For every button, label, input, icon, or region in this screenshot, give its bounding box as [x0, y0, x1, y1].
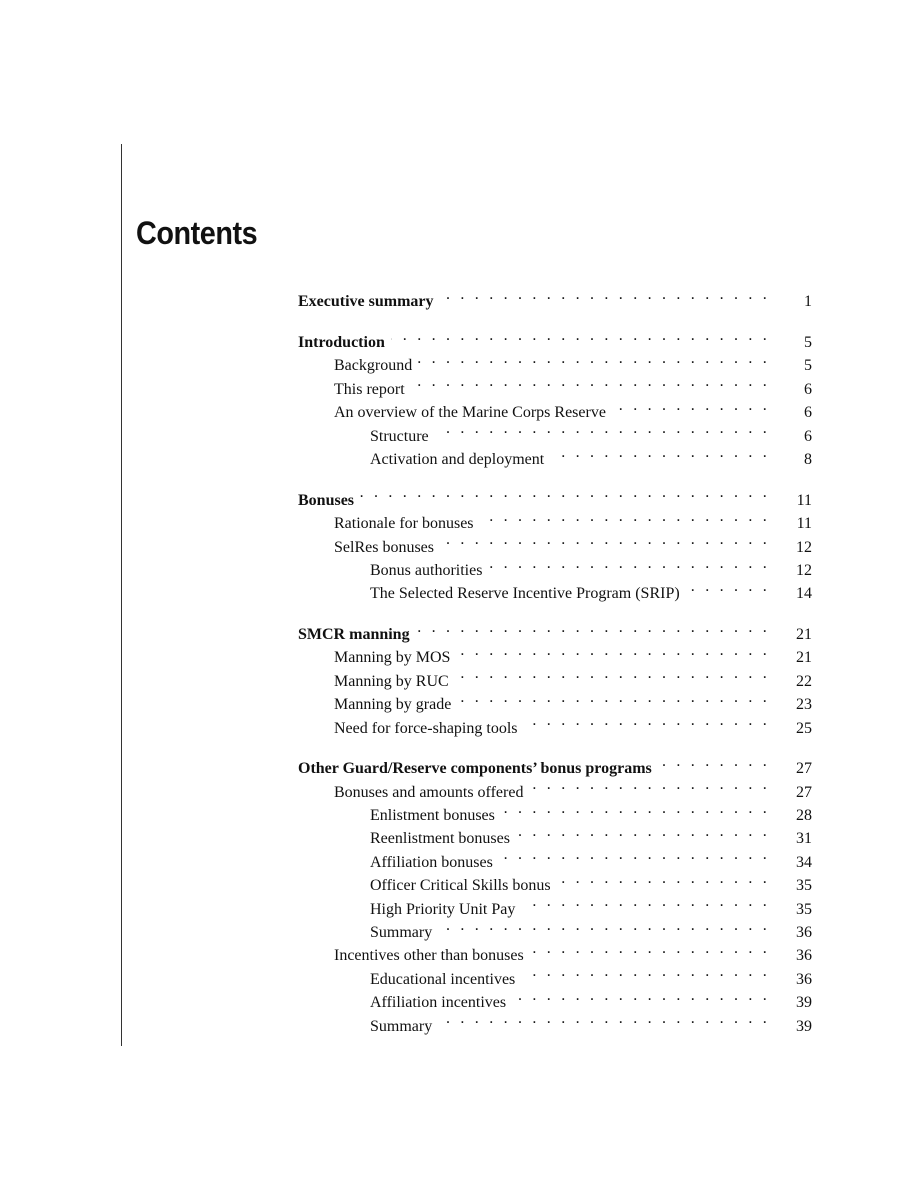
- toc-entry-label: Rationale for bonuses: [334, 512, 480, 535]
- toc-chapter-entry[interactable]: [298, 324, 812, 352]
- toc-entry-label: Introduction: [298, 331, 391, 354]
- toc-page-number: 36: [796, 970, 812, 988]
- toc-dot-leader: [521, 960, 770, 983]
- toc-entry-label: Other Guard/Reserve components’ bonus programs: [298, 757, 658, 780]
- toc-dot-leader: [411, 370, 770, 393]
- toc-entry-label: Summary: [370, 1015, 438, 1038]
- toc-page-number: 21: [796, 625, 812, 643]
- toc-entry-label: Activation and deployment: [370, 448, 550, 471]
- toc-dot-leader: [440, 528, 770, 551]
- toc-dot-leader: [456, 639, 770, 662]
- toc-page-number: 39: [796, 994, 812, 1012]
- toc-section: [298, 750, 812, 1035]
- toc-dot-leader: [418, 347, 770, 370]
- toc-section: [298, 283, 812, 311]
- toc-page-number: 6: [804, 404, 812, 422]
- toc-dot-leader: [686, 575, 770, 598]
- toc-chapter-entry[interactable]: [298, 616, 812, 643]
- toc-dot-leader: [501, 797, 770, 820]
- toc-entry-label: SMCR manning: [298, 623, 416, 646]
- toc-page-number: 39: [796, 1017, 812, 1035]
- toc-page-number: 6: [804, 380, 812, 398]
- toc-page-number: 22: [796, 672, 812, 690]
- toc-entry-label: Need for force-shaping tools: [334, 717, 524, 740]
- toc-entry-label: Affiliation incentives: [370, 991, 512, 1014]
- toc-dot-leader: [512, 984, 770, 1007]
- toc-page-number: 34: [796, 853, 812, 871]
- toc-page-number: 11: [796, 515, 812, 533]
- toc-entry-label: Incentives other than bonuses: [334, 944, 530, 967]
- toc-entry-label: Background: [334, 354, 418, 377]
- toc-page-number: 14: [796, 585, 812, 603]
- toc-dot-leader: [488, 552, 770, 575]
- toc-dot-leader: [480, 505, 770, 528]
- toc-chapter-entry[interactable]: [298, 750, 812, 778]
- toc-entry-label: Enlistment bonuses: [370, 804, 501, 827]
- toc-entry-label: Educational incentives: [370, 968, 521, 991]
- toc-entry-label: SelRes bonuses: [334, 536, 440, 559]
- toc-entry-label: Bonuses: [298, 489, 360, 512]
- toc-page-number: 5: [804, 357, 812, 375]
- toc-entry-label: The Selected Reserve Incentive Program (SRIP): [370, 582, 686, 605]
- toc-page-number: 27: [796, 760, 812, 778]
- toc-page-number: 12: [796, 538, 812, 556]
- toc-page-number: 35: [796, 900, 812, 918]
- toc-page-number: 35: [796, 877, 812, 895]
- toc-entry-label: Reenlistment bonuses: [370, 827, 516, 850]
- toc-page-number: 27: [796, 783, 812, 801]
- toc-dot-leader: [360, 481, 770, 504]
- toc-dot-leader: [416, 616, 770, 639]
- toc-page-number: 23: [796, 696, 812, 714]
- toc-dot-leader: [658, 750, 770, 773]
- toc-page-number: 8: [804, 451, 812, 469]
- toc-page-number: 12: [796, 561, 812, 579]
- toc-page-number: 36: [796, 923, 812, 941]
- toc-section: [298, 616, 812, 737]
- toc-entry-label: Structure: [370, 425, 435, 448]
- toc-entry-label: Affiliation bonuses: [370, 851, 499, 874]
- toc-dot-leader: [440, 283, 770, 306]
- toc-page-number: 25: [796, 719, 812, 737]
- toc-dot-leader: [524, 709, 771, 732]
- toc-dot-leader: [457, 686, 770, 709]
- toc-entry-label: Summary: [370, 921, 438, 944]
- toc-page-number: 28: [796, 807, 812, 824]
- toc-chapter-entry[interactable]: [298, 481, 812, 509]
- toc-page-number: 5: [804, 334, 812, 352]
- toc-dot-leader: [530, 937, 770, 960]
- toc-page-number: 11: [796, 491, 812, 509]
- table-of-contents: [298, 283, 812, 1048]
- toc-section: [298, 481, 812, 603]
- toc-entry-label: Officer Critical Skills bonus: [370, 874, 557, 897]
- toc-page-number: 1: [804, 293, 812, 311]
- toc-dot-leader: [612, 394, 770, 417]
- toc-dot-leader: [455, 662, 770, 685]
- toc-entry-label: Manning by RUC: [334, 670, 455, 693]
- toc-section: [298, 324, 812, 469]
- toc-dot-leader: [391, 324, 770, 347]
- toc-dot-leader: [499, 843, 770, 866]
- toc-entry-label: This report: [334, 378, 411, 401]
- toc-entry-label: Bonus authorities: [370, 559, 488, 582]
- page-title: Contents: [136, 215, 258, 251]
- toc-page-number: 21: [796, 649, 812, 667]
- toc-entry-label: Manning by MOS: [334, 646, 456, 669]
- toc-entry-label: Bonuses and amounts offered: [334, 781, 529, 804]
- toc-dot-leader: [557, 867, 770, 890]
- toc-dot-leader: [550, 441, 770, 464]
- toc-entry-label: Executive summary: [298, 290, 440, 313]
- toc-entry-label: High Priority Unit Pay: [370, 898, 521, 921]
- margin-rule: [121, 144, 122, 1046]
- toc-dot-leader: [516, 820, 770, 843]
- toc-entry-label: Manning by grade: [334, 693, 457, 716]
- toc-page-number: 6: [804, 427, 812, 445]
- toc-subsection-entry[interactable]: [298, 505, 812, 533]
- toc-page-number: 31: [796, 830, 812, 848]
- toc-dot-leader: [521, 890, 770, 913]
- toc-entry-label: An overview of the Marine Corps Reserve: [334, 401, 612, 424]
- toc-chapter-entry[interactable]: [298, 283, 812, 311]
- toc-page-number: 36: [796, 947, 812, 965]
